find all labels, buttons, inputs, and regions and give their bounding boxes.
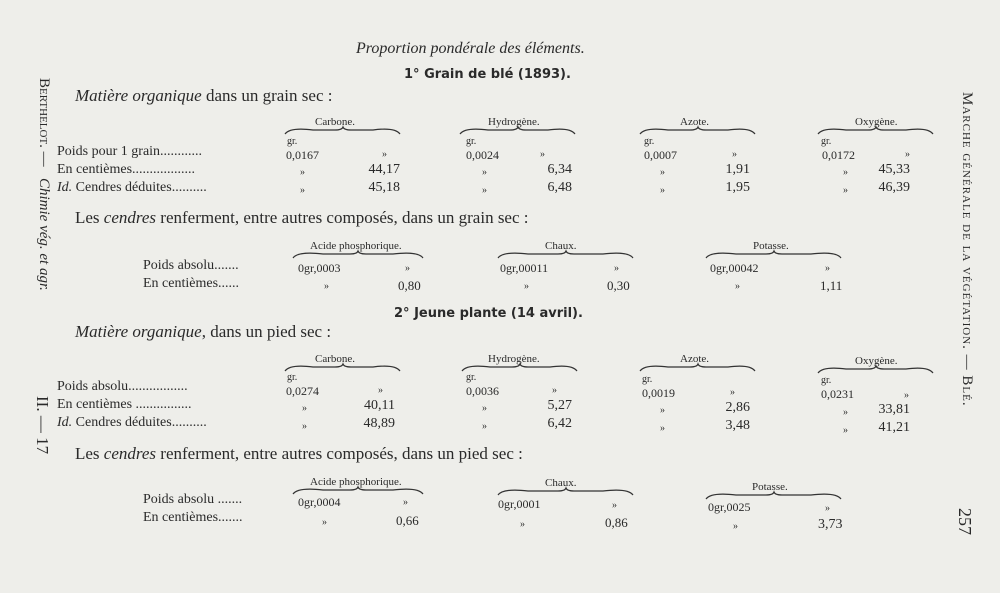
s2-cell: »: [482, 403, 487, 414]
s2-ash-cell: »: [322, 517, 327, 528]
s1-row-label-italic: Id.: [57, 180, 73, 195]
s1-cell: »: [300, 167, 305, 178]
s2-cell: 41,21: [878, 420, 910, 435]
s2-unit: gr.: [821, 375, 832, 386]
s2-cell: 33,81: [878, 402, 910, 417]
s2-ash-cell: 0gr,0004: [298, 495, 341, 509]
s2-ash-brace-chaux: [498, 487, 633, 497]
s2-cell: »: [843, 425, 848, 436]
s2-ash-cell: 0,66: [396, 513, 419, 528]
s2-row-label: En centièmes ................: [57, 397, 192, 412]
s1-cell: »: [540, 149, 545, 160]
s1-cell: »: [843, 185, 848, 196]
s1-brace-oxygene: [818, 126, 933, 136]
s2-brace-oxygene: [818, 365, 933, 375]
section2-intro: [75, 322, 331, 342]
s2-brace-azote: [640, 363, 755, 373]
section2-heading: 2° Jeune plante (14 avril).: [394, 306, 583, 321]
s1-ash-cell: 0,80: [398, 278, 421, 293]
s1-row-label-rest: Cendres déduites..........: [72, 180, 207, 195]
s1-unit: gr.: [466, 136, 477, 147]
s1-unit: gr.: [821, 136, 832, 147]
s2-ash-row-label: En centièmes.......: [143, 510, 243, 525]
s1-cell: »: [660, 167, 665, 178]
s2-brace-carbone: [285, 363, 400, 373]
s2-ash-col-potasse: Potasse.: [752, 481, 788, 493]
s1-ash-row-label: Poids absolu.......: [143, 258, 239, 273]
s1-col-azote: Azote.: [680, 116, 710, 128]
s1-ash-cell: »: [324, 281, 329, 292]
s1-brace-carbone: [285, 126, 400, 136]
s2-cell: »: [302, 403, 307, 414]
s2-ash-cell: »: [403, 497, 408, 508]
s1-cell: 45,33: [878, 162, 910, 177]
s2-unit: gr.: [466, 372, 477, 383]
s1-cell: 0,0007: [644, 148, 677, 162]
section2-intro-italic: Matière organique: [75, 322, 202, 341]
left-margin-title: Chimie vég. et agr.: [36, 178, 52, 291]
s1-ash-cell: »: [405, 263, 410, 274]
s1-col-carbone: Carbone.: [315, 116, 356, 128]
s1-ash-row-label: En centièmes......: [143, 276, 240, 291]
s2-ash-cell: »: [825, 503, 830, 514]
s1-ash-cell: »: [825, 263, 830, 274]
s1-cell: 6,48: [547, 180, 572, 195]
s1-row-label: [57, 180, 207, 196]
s2-cell: »: [378, 385, 383, 396]
s1-cell: »: [482, 167, 487, 178]
right-margin-heading: Marche générale de la végétation. — Blé.: [959, 92, 975, 407]
s2-ash-cell: 0gr,0001: [498, 497, 541, 511]
section1-intro: [75, 86, 332, 106]
left-margin-author: Berthelot. —: [36, 78, 52, 167]
s2-cell: »: [843, 407, 848, 418]
s2-ash-cell: »: [612, 500, 617, 511]
s2-cell: 48,89: [363, 416, 395, 431]
s2-cell: 0,0231: [821, 387, 854, 401]
left-margin-volume: II. — 17: [33, 396, 52, 455]
s2-col-carbone: Carbone.: [315, 353, 356, 365]
s1-unit: gr.: [644, 136, 655, 147]
s1-ash-col-chaux: Chaux.: [545, 240, 577, 252]
s1-ash-cell: 1,11: [820, 278, 843, 293]
s2-cell: 2,86: [725, 400, 750, 415]
s1-cell: »: [482, 185, 487, 196]
s1-cell: 1,91: [725, 162, 750, 177]
s1-ash-cell: 0,30: [607, 278, 630, 293]
s2-cell: »: [730, 387, 735, 398]
s2-cell: 3,48: [725, 418, 750, 433]
s1-cell: »: [300, 185, 305, 196]
s1-row-label: En centièmes..................: [57, 162, 196, 177]
s1-ash-brace-phosphorique: [293, 250, 423, 260]
s1-ash-cell: 0gr,0003: [298, 261, 341, 275]
s2-unit: gr.: [642, 374, 653, 385]
section1-intro-rest: dans un grain sec :: [201, 86, 333, 105]
s1-cell: 1,95: [725, 180, 750, 195]
s2-unit: gr.: [287, 372, 298, 383]
s2-brace-hydrogene: [462, 363, 577, 373]
s2-ash-cell: 0gr,0025: [708, 500, 751, 514]
s2-cell: »: [482, 421, 487, 432]
s1-cell: 6,34: [547, 162, 572, 177]
s2-col-oxygene: Oxygène.: [855, 355, 898, 367]
s2-row-label-italic: Id.: [57, 415, 73, 430]
section1-heading: 1° Grain de blé (1893).: [404, 67, 571, 82]
s2-row-label: Poids absolu.................: [57, 379, 188, 394]
s2-cell: »: [904, 390, 909, 401]
s2-cell: »: [660, 405, 665, 416]
section1-intro-italic: Matière organique: [75, 86, 202, 105]
s1-ash-intro: [75, 208, 529, 228]
s1-brace-hydrogene: [460, 126, 575, 136]
s2-col-azote: Azote.: [680, 353, 710, 365]
s2-ash-cell: »: [520, 519, 525, 530]
s2-ash-row-label: Poids absolu .......: [143, 492, 243, 507]
section2-intro-rest: , dans un pied sec :: [201, 322, 332, 341]
s1-ash-cell: 0gr,00011: [500, 261, 549, 275]
s2-ash-col-chaux: Chaux.: [545, 477, 577, 489]
s1-cell: »: [660, 185, 665, 196]
s1-col-oxygene: Oxygène.: [855, 116, 898, 128]
s2-cell: 0,0274: [286, 384, 319, 398]
s1-ash-cell: »: [614, 263, 619, 274]
s1-ash-brace-chaux: [498, 250, 633, 260]
s1-cell: »: [905, 149, 910, 160]
s1-ash-cell: 0gr,00042: [710, 261, 759, 275]
s2-row-label-rest: Cendres déduites..........: [72, 415, 207, 430]
s2-row-label: [57, 415, 207, 431]
s1-ash-intro-italic: cendres: [103, 208, 157, 227]
s1-cell: »: [732, 149, 737, 160]
s1-cell: 44,17: [368, 162, 400, 177]
s1-cell: »: [382, 149, 387, 160]
s2-cell: 0,0036: [466, 384, 499, 398]
s1-cell: 0,0172: [822, 148, 855, 162]
s2-ash-cell: 0,86: [605, 515, 628, 530]
s1-cell: 45,18: [368, 180, 400, 195]
s2-ash-intro-italic: cendres: [103, 444, 157, 463]
running-head: Proportion pondérale des éléments.: [356, 40, 585, 57]
s1-ash-intro-post: renferment, entre autres composés, dans un grain sec :: [156, 208, 529, 227]
s1-cell: 0,0167: [286, 148, 319, 162]
s1-cell: 0,0024: [466, 148, 499, 162]
s2-ash-col-phosphorique: Acide phosphorique.: [310, 476, 402, 488]
s1-cell: »: [843, 167, 848, 178]
s1-ash-col-potasse: Potasse.: [753, 240, 789, 252]
s1-brace-azote: [640, 126, 755, 136]
page-number: 257: [955, 508, 975, 535]
s1-ash-brace-potasse: [706, 250, 841, 260]
s1-ash-col-phosphorique: Acide phosphorique.: [310, 240, 402, 252]
s1-col-hydrogene: Hydrogène.: [488, 116, 540, 128]
s2-cell: 40,11: [364, 398, 395, 413]
s2-ash-cell: »: [733, 521, 738, 532]
s2-ash-intro-post: renferment, entre autres composés, dans un pied sec :: [156, 444, 523, 463]
s2-cell: »: [302, 421, 307, 432]
s2-col-hydrogene: Hydrogène.: [488, 353, 540, 365]
s1-ash-cell: »: [735, 281, 740, 292]
s2-cell: »: [660, 423, 665, 434]
s2-cell: 5,27: [547, 398, 572, 413]
s1-row-label: Poids pour 1 grain............: [57, 144, 203, 159]
s1-ash-cell: »: [524, 281, 529, 292]
s1-unit: gr.: [287, 136, 298, 147]
s1-ash-intro-pre: Les: [75, 208, 104, 227]
s1-cell: 46,39: [878, 180, 910, 195]
s2-ash-intro-pre: Les: [75, 444, 104, 463]
s2-cell: 6,42: [547, 416, 572, 431]
s2-ash-intro: [75, 444, 523, 464]
s2-cell: 0,0019: [642, 386, 675, 400]
s2-ash-cell: 3,73: [818, 517, 843, 532]
s2-cell: »: [552, 385, 557, 396]
